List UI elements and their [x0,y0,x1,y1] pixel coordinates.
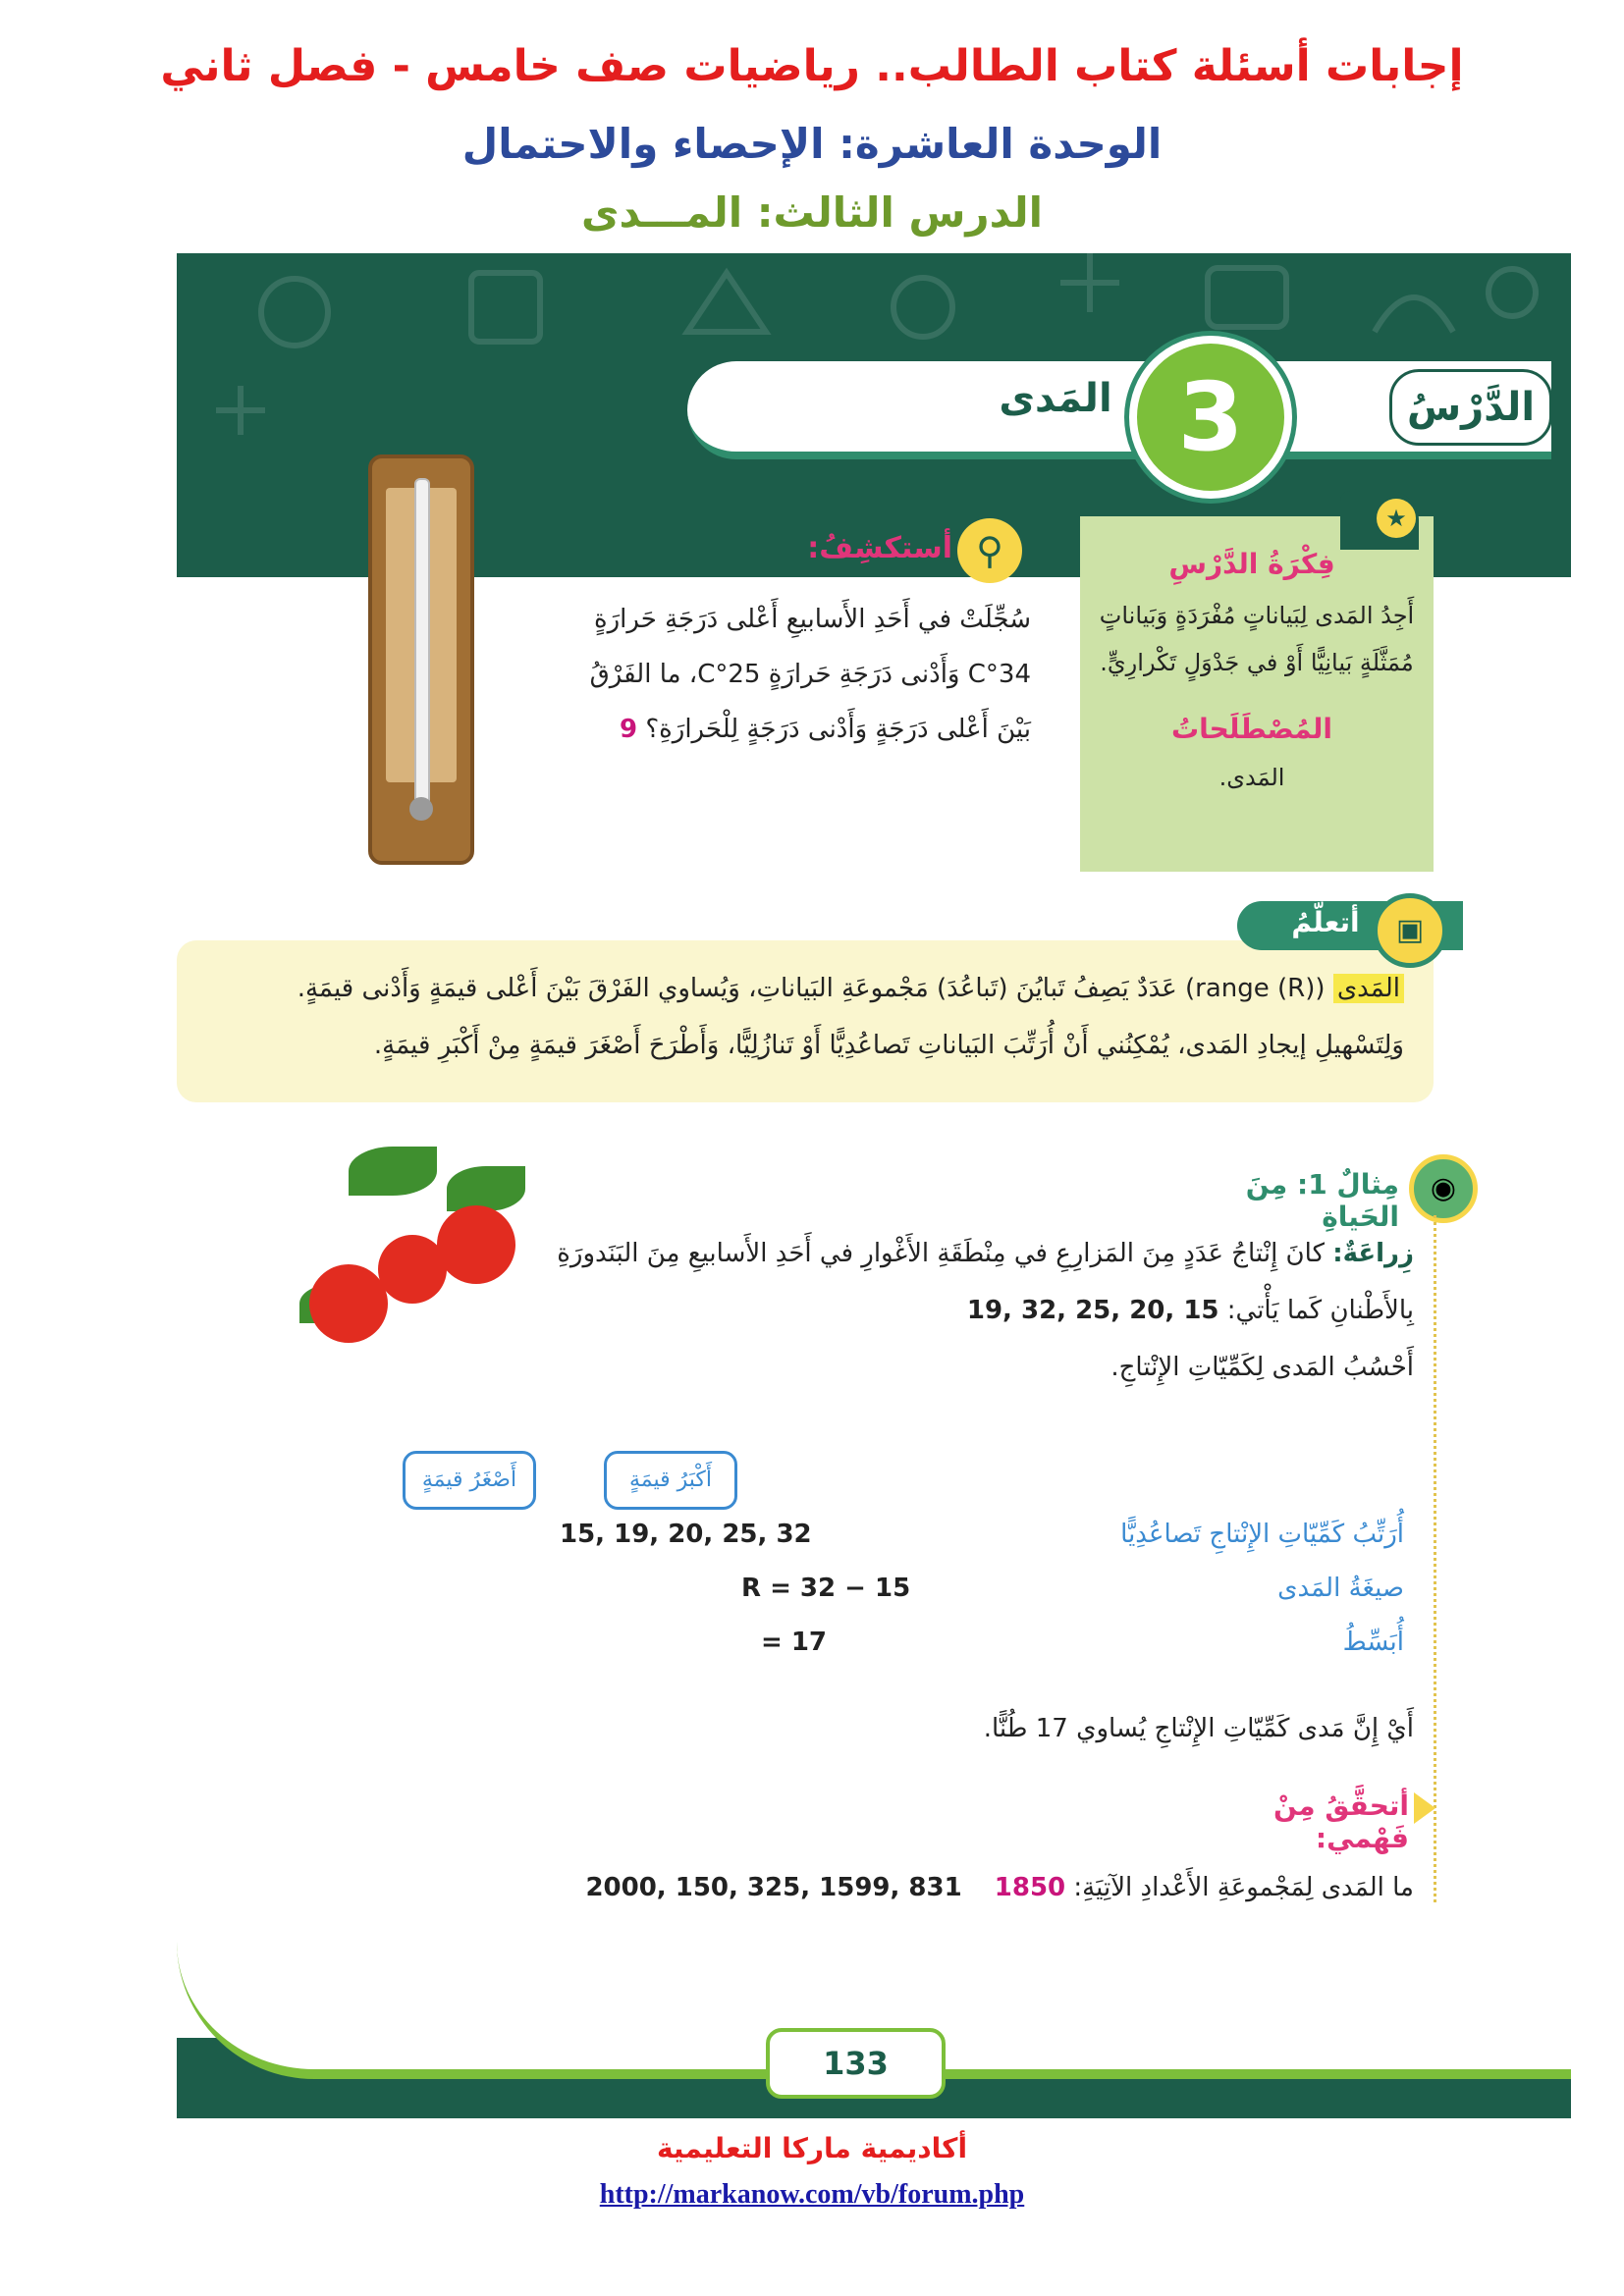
range-result: = 17 [761,1628,828,1657]
callout-smallest-value: أَصْغَرُ قيمَةٍ [403,1451,536,1510]
book-icon: ▣ [1373,893,1447,968]
leaf-icon [447,1166,525,1211]
book-page [177,253,1571,2118]
explore-answer: 9 [620,715,638,744]
lesson-idea-title: فِكْرَةُ الدَّرْسِ [1168,548,1335,580]
lightbulb-icon: ★ [1377,499,1416,538]
learn-line2: وَلِتَسْهيلِ إيجادِ المَدى، يُمْكِنُني أَنْ أُرَتِّبَ البَياناتِ تَصاعُدِيًّا أَوْ تَنازُلِيًّا، وَأَطْرَحَ أَصْغَرَ قيمَةٍ مِنْ أَكْبَرِ قيمَةٍ. [373,1031,1404,1060]
step-simplify: أُبَسِّطُ [1342,1628,1404,1657]
learn-title: أتعلَّمُ [1291,906,1360,938]
tomato-icon [437,1205,515,1284]
callout-largest-value: أَكْبَرُ قيمَةٍ [604,1451,737,1510]
tomato-icon [378,1235,447,1304]
footer-academy: أكاديمية ماركا التعليمية [656,2132,968,2164]
example-data: 19, 32, 25, 20, 15 [966,1296,1219,1325]
leaf-icon [349,1147,437,1196]
header-title-line3: الدرس الثالث: المـــدى [580,188,1044,237]
learn-line1 [196,960,1404,1017]
lesson-label: الدَّرْسُ [1389,369,1552,446]
thermometer-bulb [409,797,433,821]
example-problem-line2: بِالأَطْنانِ كَما يَأْتي: [1226,1296,1414,1325]
example-text [550,1225,1414,1396]
example-problem-line1: كانَ إِنْتاجُ عَدَدٍ مِنَ المَزارِعِ في مِنْطَقَةِ الأَغْوارِ في أَحَدِ الأَسابيعِ مِنَ البَنَدورَةِ [557,1239,1325,1268]
step-sort: أُرَتِّبُ كَمِّيّاتِ الإِنْتاجِ تَصاعُدِيًّا [1120,1520,1404,1549]
footer-url-link[interactable]: http://markanow.com/vb/forum.php [599,2179,1025,2210]
lesson-idea-text: أَجِدُ المَدى لِبَياناتٍ مُفْرَدَةٍ وَبَياناتٍ مُمَثَّلَةٍ بَيانِيًّا أَوْ في جَدْوَلٍ تَكْرارِيٍّ. [1099,602,1415,676]
check-question-text: ما المَدى لِمَجْموعَةِ الأَعْدادِ الآتِيَةِ: [1073,1873,1414,1902]
example-label: زِراعَةٌ: [1332,1239,1414,1268]
magnifier-icon: ⚲ [957,518,1022,583]
check-title: أتحقَّقُ مِنْ فَهْمي: [1273,1789,1409,1854]
lesson-name: المَدى [999,376,1112,421]
tomato-icon [309,1264,388,1343]
tomato-plant-icon [290,1137,555,1362]
term-item: المَدى. [1218,764,1285,791]
check-answer: 1850 [994,1873,1066,1902]
arrow-icon [1414,1792,1435,1824]
page-number: 133 [766,2028,946,2099]
learn-definition: (range (R)) عَدَدٌ يَصِفُ تَبايُنَ (تَباعُدَ) مَجْموعَةِ البَياناتِ، وَيُساوي الفَرْقَ بَيْنَ أَعْلى قيمَةٍ وَأَدْنى قيمَةٍ. [297,974,1326,1003]
check-numbers: 2000, 150, 325, 1599, 831 [585,1873,962,1902]
step-formula: صيغَةُ المَدى [1277,1574,1404,1603]
thermometer-tube [414,478,430,806]
explore-text [555,592,1031,757]
globe-icon: ◉ [1409,1154,1478,1223]
range-equation: R = 32 − 15 [741,1574,911,1603]
example-line1 [550,1225,1414,1282]
learn-term-highlight: المَدى [1333,974,1404,1003]
header-title-line2: الوحدة العاشرة: الإحصاء والاحتمال [461,120,1163,168]
lesson-number-badge: 3 [1129,336,1292,499]
example-line2 [550,1282,1414,1339]
example-title: مِثالٌ 1: مِنَ الحَياةِ [1245,1168,1399,1233]
explore-question: سُجِّلَتْ في أَحَدِ الأَسابيعِ أَعْلى دَرَجَةِ حَرارَةٍ 34°C وَأَدْنى دَرَجَةِ حَرارَةٍ 25°C، ما الفَرْقُ بَيْنَ أَعْلى دَرَجَةٍ وَأَدْنى دَرَجَةٍ لِلْحَرارَةِ؟ [589,605,1031,744]
explore-title: أستكشِفُ: [807,531,952,565]
check-question [412,1873,1414,1902]
example-problem-line3: أَحْسُبُ المَدى لِكَمِّيّاتِ الإِنْتاجِ. [1110,1353,1414,1382]
learn-text [196,960,1404,1074]
sorted-data: 15, 19, 20, 25, 32 [560,1520,812,1549]
thermometer-icon [368,454,474,865]
example-conclusion: أَيْ إِنَّ مَدى كَمِّيّاتِ الإِنْتاجِ يُساوي 17 طُنًّا. [983,1714,1414,1743]
terms-title: المُصْطَلَحاتُ [1170,713,1332,745]
header-title-line1: إجابات أسئلة كتاب الطالب.. رياضيات صف خامس - فصل ثاني [160,41,1464,91]
